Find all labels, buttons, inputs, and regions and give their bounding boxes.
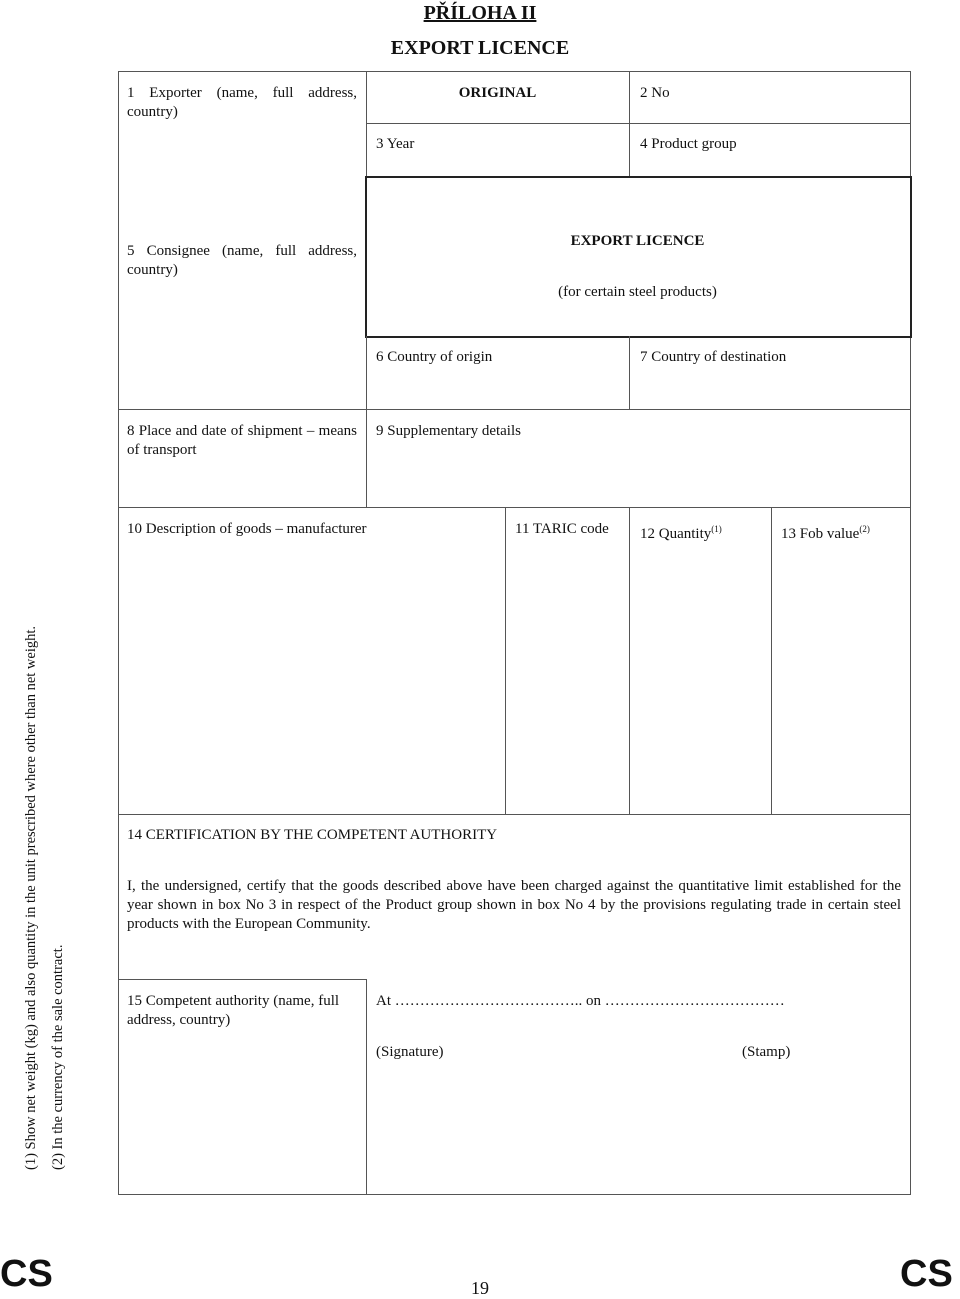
licence-box-title: EXPORT LICENCE [570, 233, 705, 249]
box12-quantity-label [640, 520, 722, 544]
box5-consignee-label: 5 Consignee (name, full address, country) [127, 243, 357, 278]
stamp-label: (Stamp) [742, 1044, 791, 1060]
box13-fob-label [781, 520, 870, 544]
place-date-line: At ……………………………….. on ……………………………… [376, 993, 785, 1009]
annex-heading: PŘÍLOHA II [423, 2, 537, 24]
licence-box-subtitle: (for certain steel products) [558, 284, 717, 300]
box10-description-label: 10 Description of goods – manufacturer [127, 521, 367, 537]
box11-taric-label: 11 TARIC code [515, 521, 609, 537]
box14-certification-text: I, the undersigned, certify that the goods described above have been charged against the quantitative limit established for the year shown in box No 3 in respect of the Product group shown in box No 4 by the provisions regulating trade in certain steel products with the European Community. [127, 878, 901, 932]
form-title: EXPORT LICENCE [390, 37, 570, 59]
footnote-ref-2: (2) [859, 524, 870, 534]
box13-fob-text: 13 Fob value [781, 526, 860, 542]
box6-origin-label: 6 Country of origin [376, 349, 493, 365]
box3-year-label: 3 Year [376, 136, 415, 152]
box8-shipment-label: 8 Place and date of shipment – means of transport [127, 423, 357, 458]
language-code-right: CS [900, 1253, 953, 1295]
original-label: ORIGINAL [458, 85, 537, 101]
box14-certification-title: 14 CERTIFICATION BY THE COMPETENT AUTHORITY [127, 827, 498, 843]
footnote-1: (1) Show net weight (kg) and also quantity in the unit prescribed where other than net weight. [23, 625, 39, 1170]
box1-exporter-label: 1 Exporter (name, full address, country) [127, 85, 357, 120]
footnote-ref-1: (1) [711, 524, 722, 534]
box9-supplementary-label: 9 Supplementary details [376, 423, 521, 439]
box12-quantity-text: 12 Quantity [640, 526, 712, 542]
footnote-2: (2) In the currency of the sale contract. [50, 944, 66, 1170]
language-code-left: CS [0, 1253, 53, 1295]
box15-authority-label: 15 Competent authority (name, full address, country) [127, 993, 340, 1028]
box2-number-label: 2 No [640, 85, 670, 101]
signature-label: (Signature) [376, 1044, 444, 1060]
page-number: 19 [471, 1278, 489, 1298]
box7-destination-label: 7 Country of destination [640, 349, 787, 365]
box4-product-group-label: 4 Product group [640, 136, 737, 152]
